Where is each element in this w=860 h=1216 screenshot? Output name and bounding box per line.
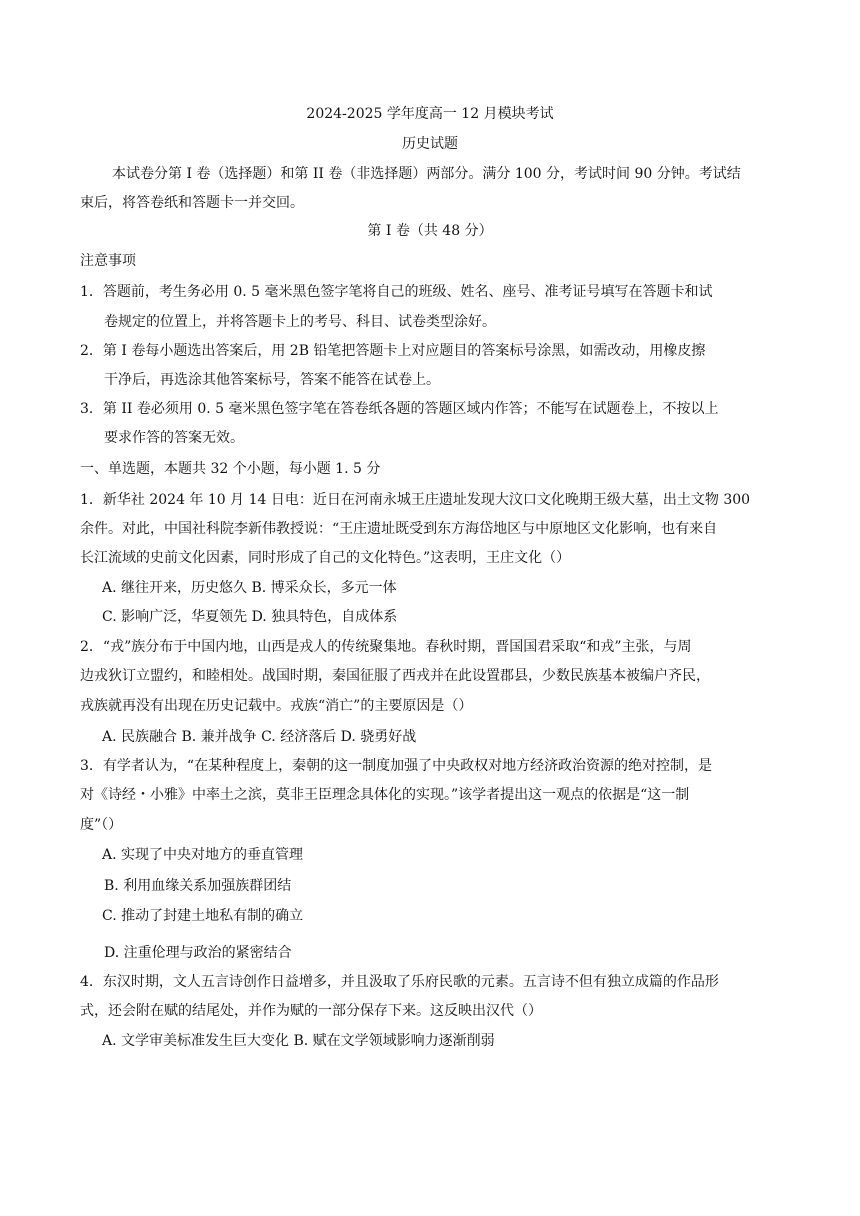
exam-subtitle: 历史试题: [402, 136, 458, 152]
question-3-option-b: B. 利用血缘关系加强族群团结: [104, 878, 292, 894]
intro-text-line-1: 本试卷分第 I 卷（选择题）和第 II 卷（非选择题）两部分。满分 100 分，考试时间 90 分钟。考试结: [112, 166, 741, 182]
question-4-option-line-1: A. 文学审美标准发生巨大变化 B. 赋在文学领域影响力逐渐削弱: [102, 1033, 495, 1049]
question-2-line-3: 戎族就再没有出现在历史记载中。戎族“消亡”的主要原因是（）: [80, 698, 473, 714]
question-4-line-1: 4．东汉时期，文人五言诗创作日益增多，并且汲取了乐府民歌的元素。五言诗不但有独立成篇的作品形: [80, 974, 719, 990]
note-item-2-line-1: 2．第 I 卷每小题选出答案后，用 2B 铅笔把答题卡上对应题目的答案标号涂黑，如需改动，用橡皮擦: [80, 343, 706, 359]
question-1-option-line-1: A. 继往开来，历史悠久 B. 博采众长，多元一体: [102, 580, 397, 596]
part-heading: 一、单选题，本题共 32 个小题，每小题 1. 5 分: [80, 461, 381, 477]
question-1-option-line-2: C. 影响广泛，华夏领先 D. 独具特色，自成体系: [102, 609, 398, 625]
question-2-line-1: 2．“戎”族分布于中国内地，山西是戎人的传统聚集地。春秋时期，晋国国君采取“和戎”主张，与周: [80, 639, 692, 655]
note-item-1-line-1: 1．答题前，考生务必用 0. 5 毫米黑色签字笔将自己的班级、姓名、座号、准考证号填写在答题卡和试: [80, 284, 713, 300]
note-item-1-line-2: 卷规定的位置上，并将答题卡上的考号、科目、试卷类型涂好。: [104, 314, 496, 330]
question-1-line-2: 余件。对此，中国社科院李新伟教授说：“王庄遗址既受到东方海岱地区与中原地区文化影响，也有来自: [80, 521, 718, 537]
question-4-line-2: 式，还会附在赋的结尾处，并作为赋的一部分保存下来。这反映出汉代（）: [80, 1003, 542, 1019]
note-item-3-line-1: 3．第 II 卷必须用 0. 5 毫米黑色签字笔在答卷纸各题的答题区域内作答；不能写在试题卷上，不按以上: [80, 401, 719, 417]
question-3-line-2: 对《诗经・小雅》中率土之滨，莫非王臣理念具体化的实现。”该学者提出这一观点的依据是“这一制: [80, 787, 690, 803]
question-3-option-a: A. 实现了中央对地方的垂直管理: [102, 847, 304, 863]
exam-title: 2024-2025 学年度高一 12 月模块考试: [306, 106, 554, 122]
question-3-line-1: 3．有学者认为，“在某种程度上，秦朝的这一制度加强了中央政权对地方经济政治资源的绝对控制，是: [80, 758, 713, 774]
question-2-line-2: 边戎狄订立盟约，和睦相处。战国时期，秦国征服了西戎并在此设置郡县，少数民族基本被编户齐民，: [80, 668, 710, 684]
question-3-option-d: D. 注重伦理与政治的紧密结合: [104, 945, 292, 961]
notes-heading: 注意事项: [80, 253, 136, 269]
question-2-option-line-1: A. 民族融合 B. 兼并战争 C. 经济落后 D. 骁勇好战: [102, 729, 417, 745]
question-1-line-1: 1．新华社 2024 年 10 月 14 日电：近日在河南永城王庄遗址发现大汶口文化晚期王级大墓，出土文物 300: [80, 492, 751, 508]
section-title: 第 I 卷（共 48 分）: [367, 223, 493, 239]
question-1-line-3: 长江流域的史前文化因素，同时形成了自己的文化特色。”这表明，王庄文化（）: [80, 550, 571, 566]
question-3-option-c: C. 推动了封建土地私有制的确立: [102, 908, 304, 924]
intro-text-line-2: 束后，将答卷纸和答题卡一并交回。: [80, 195, 304, 211]
note-item-3-line-2: 要求作答的答案无效。: [104, 430, 244, 446]
note-item-2-line-2: 干净后，再选涂其他答案标号，答案不能答在试卷上。: [104, 372, 440, 388]
question-3-line-3: 度”（）: [80, 817, 123, 833]
